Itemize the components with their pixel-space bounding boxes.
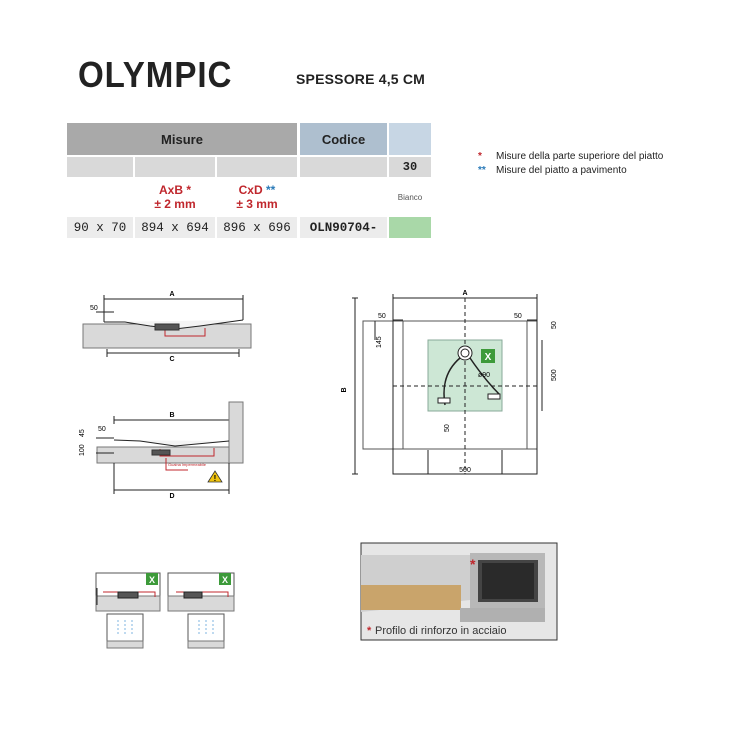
- section1-dim: 50: [90, 305, 98, 312]
- codice-header: Codice: [300, 123, 387, 155]
- axb-tolerance: ± 2 mm: [154, 197, 196, 211]
- misure-header: Misure: [67, 123, 297, 155]
- svg-text:X: X: [148, 575, 156, 585]
- section2-dim-45: 45: [79, 429, 86, 437]
- size-cell: 90 x 70: [67, 217, 133, 238]
- svg-text:X: X: [484, 352, 492, 363]
- legend-star-blue: **: [478, 165, 486, 176]
- section2-note: Guaina impermeabile: [168, 462, 207, 467]
- plan-drain-label: ø90: [478, 372, 491, 379]
- section-drawing-1: [83, 295, 251, 357]
- legend-text-2: Misure del piatto a pavimento: [496, 165, 627, 176]
- section1-label-c: C: [169, 356, 175, 363]
- plan-label-b: B: [341, 387, 348, 393]
- product-code: OLN90704-: [300, 217, 387, 238]
- plan-dim-500-right: 500: [551, 369, 558, 381]
- section2-dim-50: 50: [98, 426, 106, 433]
- legend-text-1: Misure della parte superiore del piatto: [496, 151, 664, 162]
- plan-dim-145: 145: [376, 336, 383, 348]
- plan-drawing: [352, 294, 542, 474]
- thickness-subtitle: SPESSORE 4,5 CM: [296, 71, 426, 87]
- section2-dim-100: 100: [79, 444, 86, 456]
- section2-label-b: B: [169, 412, 175, 419]
- cxd-cell: 896 x 696: [217, 217, 297, 238]
- plan-dim-50-inner: 50: [444, 424, 451, 432]
- section2-label-d: D: [169, 493, 175, 500]
- axb-cell: 894 x 694: [135, 217, 215, 238]
- axb-star: *: [186, 183, 192, 197]
- cxd-tolerance: ± 3 mm: [236, 197, 278, 211]
- color-name: Bianco: [397, 192, 423, 202]
- plan-dim-50-left: 50: [378, 313, 386, 320]
- profile-caption: Profilo di rinforzo in acciaio: [375, 625, 507, 637]
- section1-label-a: A: [169, 291, 175, 298]
- svg-text:X: X: [221, 575, 229, 585]
- color-code: 30: [389, 157, 431, 177]
- plan-dim-500-bottom: 500: [459, 467, 471, 474]
- product-title: OLYMPIC: [78, 54, 233, 95]
- profile-caption-star: *: [367, 625, 372, 637]
- plan-label-a: A: [462, 290, 468, 297]
- cxd-star: **: [266, 183, 276, 197]
- profile-star-marker: *: [470, 556, 476, 572]
- plan-dim-50-right: 50: [514, 313, 522, 320]
- legend-star-red: *: [478, 151, 482, 162]
- cxd-label: CxD: [238, 183, 263, 197]
- axb-label: AxB: [158, 183, 183, 197]
- svg-text:!: !: [213, 474, 217, 483]
- plan-dim-50-side: 50: [551, 321, 558, 329]
